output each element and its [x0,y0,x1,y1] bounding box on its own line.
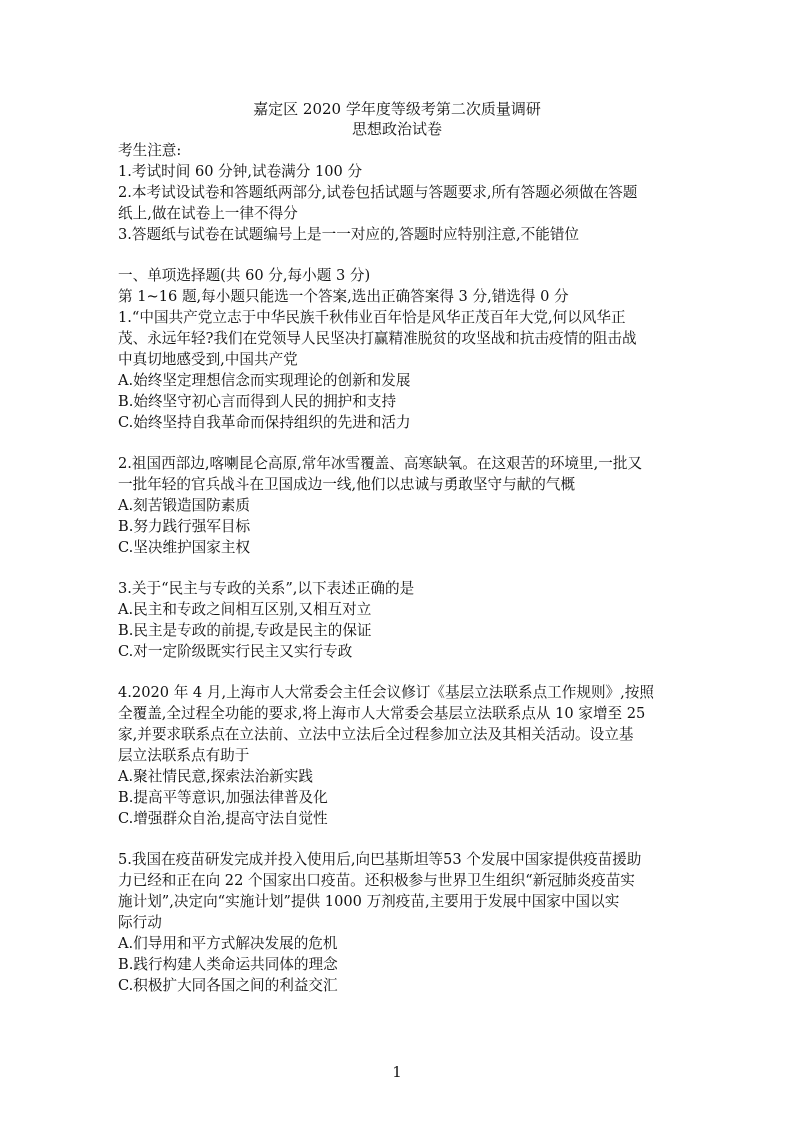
option-a: A.聚社情民意,探索法治新实践 [118,768,313,785]
exam-title: 嘉定区 2020 学年度等级考第二次质量调研 [253,100,541,118]
question-stem-line: 1.“中国共产党立志于中华民族千秋伟业百年恰是风华正茂百年大党,何以风华正 [118,309,626,326]
section-heading: 一、单项选择题(共 60 分,每小题 3 分) [118,267,371,284]
option-b: B.践行构建人类命运共同体的理念 [118,956,338,973]
notice-heading: 考生注意: [118,142,182,159]
question-stem-line: 3.关于“民主与专政的关系”,以下表述正确的是 [118,580,415,597]
question-stem-line: 茂、永远年轻?我们在党领导人民坚决打赢精准脱贫的攻坚战和抗击疫情的阻击战 [118,330,637,347]
question-4 [118,682,690,829]
option-b: B.始终坚守初心言而得到人民的拥护和支持 [118,393,397,410]
question-1 [118,307,690,433]
option-b: B.提高平等意识,加强法律普及化 [118,789,328,806]
notice-item: 1.考试时间 60 分钟,试卷满分 100 分 [118,163,363,180]
question-stem-line: 施计划”,决定向“实施计划”提供 1000 万剂疫苗,主要用于发展中国家中国以实 [118,893,620,910]
question-3 [118,578,690,662]
option-a: A.民主和专政之间相互区别,又相互对立 [118,601,372,618]
notice-item: 3.答题纸与试卷在试题编号上是一一对应的,答题时应特别注意,不能错位 [118,226,580,243]
question-stem-line: 5.我国在疫苗研发完成并投入使用后,向巴基斯坦等53 个发展中国家提供疫苗援助 [118,851,642,868]
notice-item: 2.本考试设试卷和答题纸两部分,试卷包括试题与答题要求,所有答题必须做在答题 [118,184,638,201]
exam-content [118,140,690,996]
option-c: C.始终坚持自我革命而保持组织的先进和活力 [118,414,411,431]
option-a: A.刻苦锻造国防素质 [118,497,250,514]
question-2 [118,453,690,558]
question-5 [118,849,690,996]
question-stem-line: 全覆盖,全过程全功能的要求,将上海市人大常委会基层立法联系点从 10 家增至 25 [118,705,646,722]
option-c: C.坚决维护国家主权 [118,539,251,556]
option-b: B.民主是专政的前提,专政是民主的保证 [118,622,372,639]
question-stem-line: 层立法联系点有助于 [118,747,250,764]
option-a: A.们导用和平方式解决发展的危机 [118,935,338,952]
question-stem-line: 际行动 [118,914,162,931]
section-block [118,265,690,307]
section-instruction: 第 1~16 题,每小题只能选一个答案,选出正确答案得 3 分,错选得 0 分 [118,288,569,305]
notice-item: 纸上,做在试卷上一律不得分 [118,205,298,222]
option-c: C.对一定阶级既实行民主又实行专政 [118,643,353,660]
question-stem-line: 4.2020 年 4 月,上海市人大常委会主任会议修订《基层立法联系点工作规则》,按照 [118,684,654,701]
question-stem-line: 2.祖国西部边,喀喇昆仑高原,常年冰雪覆盖、高寒缺氧。在这艰苦的环境里,一批又 [118,455,643,472]
question-stem-line: 力已经和正在向 22 个国家出口疫苗。还积极参与世界卫生组织“新冠肺炎疫苗实 [118,872,635,889]
question-stem-line: 一批年轻的官兵战斗在卫国成边一线,他们以忠诚与勇敢坚守与献的气概 [118,476,576,493]
exam-subtitle: 思想政治试卷 [351,120,442,138]
option-c: C.积极扩大同各国之间的利益交汇 [118,977,338,994]
option-b: B.努力践行强军目标 [118,518,251,535]
question-stem-line: 家,并要求联系点在立法前、立法中立法后全过程参加立法及其相关活动。设立基 [118,726,634,743]
page-number: 1 [392,1063,402,1081]
notice-block [118,140,690,245]
option-c: C.增强群众自治,提高守法自觉性 [118,810,328,827]
question-stem-line: 中真切地感受到,中国共产党 [118,351,298,368]
option-a: A.始终坚定理想信念而实现理论的创新和发展 [118,372,411,389]
